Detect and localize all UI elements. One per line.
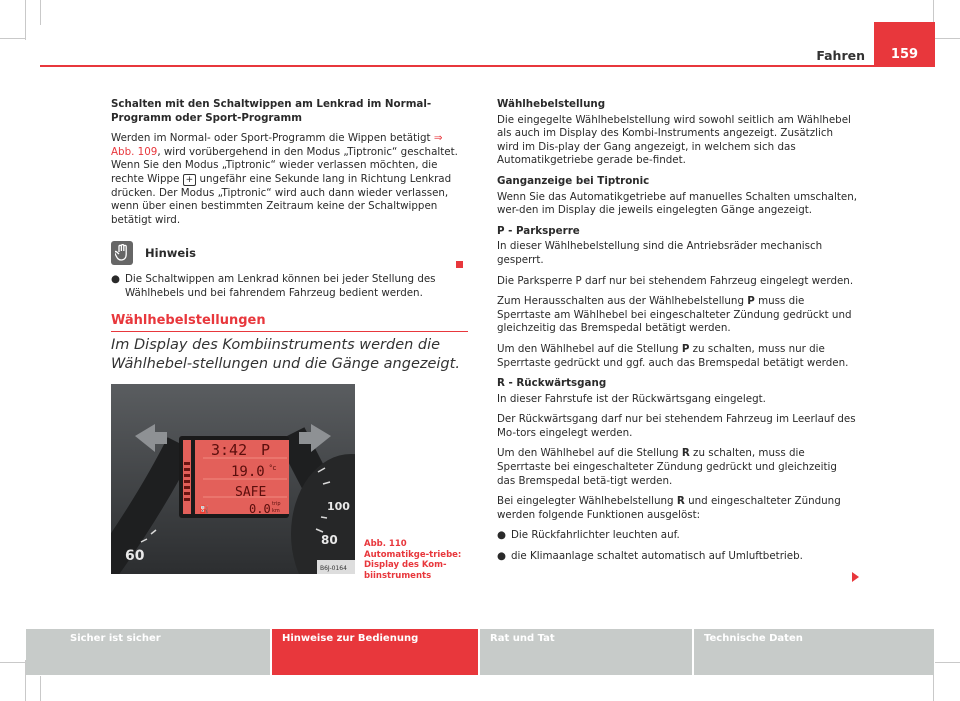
subsection-heading: Schalten mit den Schaltwippen am Lenkrad im Normal-Programm oder Sport-Programm — [111, 98, 432, 124]
plus-key-icon: + — [183, 174, 197, 186]
display-trip: 0.0 — [249, 502, 271, 516]
paragraph: Zum Herausschalten aus der Wählhebelstellung P muss die Sperrtaste am Wählhebel bei eingeschalteter Zündung gedrückt und gleichzeitig das Bremspedal betätigt werden. — [497, 295, 852, 335]
section-title: Wählhebelstellungen — [111, 313, 266, 328]
footer-tab-3[interactable]: Technische Daten — [694, 629, 934, 675]
list-item: ● Die Schaltwippen am Lenkrad können bei jeder Stellung des Wählhebels und bei fahrendem Fahrzeug bedient werden. — [111, 273, 468, 300]
footer-tab-0[interactable]: Sicher ist sicher — [26, 629, 270, 675]
paragraph: Die eingegelte Wählhebelstellung wird sowohl seitlich am Wählhebel als auch im Display des Kombi-Instruments angezeigt. Zusätzlich wird im Dis-play der Gang angezeigt, in welchem sich das Automatikgetriebe gerade be-findet. — [497, 113, 851, 167]
list-item: ● Die Rückfahrlichter leuchten auf. — [497, 529, 680, 542]
crop-mark — [40, 0, 41, 25]
note-text: Die Schaltwippen am Lenkrad können bei jeder Stellung des Wählhebels und bei fahrendem Fahrzeug bedient werden. — [125, 273, 436, 299]
paragraph: In dieser Wählhebelstellung sind die Antriebsräder mechanisch gesperrt. — [497, 240, 823, 266]
paragraph: Um den Wählhebel auf die Stellung P zu schalten, muss nur die Sperrtaste gedrückt und ggf. auch das Bremspedal betätigt werden. — [497, 342, 849, 369]
paragraph: Um den Wählhebel auf die Stellung R zu schalten, muss die Sperrtaste bei eingeschalteter Zündung gedrückt und gleichzeitig das Bremspedal betä-tigt werden. — [497, 447, 837, 487]
header-rule — [40, 65, 935, 67]
display-trip-unit: trip — [272, 501, 281, 507]
subsection-heading: P - Parksperre — [497, 224, 580, 237]
display-temperature-unit: °c — [269, 464, 277, 472]
figure-reference-link[interactable]: ⇒ Abb. 109 — [111, 132, 443, 158]
display-safe: SAFE — [235, 485, 267, 500]
crop-mark — [935, 38, 960, 39]
speedo-label: 80 — [321, 533, 338, 547]
display-temperature: 19.0 — [231, 464, 265, 480]
right-column-text — [497, 98, 857, 571]
figure-caption: Abb. 110 Automatikge-triebe: Display des Kom-biinstruments — [364, 539, 462, 581]
footer-tab-2[interactable]: Rat und Tat — [480, 629, 692, 675]
speedo-label: 100 — [327, 500, 350, 513]
subsection-heading: Wählhebelstellung — [497, 98, 606, 110]
section-rule — [111, 331, 468, 332]
crop-mark — [0, 662, 25, 663]
paragraph: Wenn Sie das Automatikgetriebe auf manuelles Schalten umschalten, wer-den im Display die jeweils eingelegten Gänge angezeigt. — [497, 190, 857, 217]
section-intro: Im Display des Kombiinstruments werden die Wählhebel-stellungen und die Gänge angezeigt. — [111, 337, 460, 372]
continue-arrow-icon — [852, 572, 859, 582]
note-title: Hinweis — [145, 245, 196, 260]
left-column-text — [111, 98, 468, 308]
paragraph: Der Rückwärtsgang darf nur bei stehendem Fahrzeug im Leerlauf des Mo-tors eingelegt werden. — [497, 413, 856, 439]
crop-mark — [0, 38, 25, 39]
subsection-heading: R - Rückwärtsgang — [497, 377, 607, 390]
crop-mark — [25, 0, 26, 40]
crop-mark — [40, 676, 41, 701]
note-header — [111, 241, 468, 265]
end-of-section-icon — [456, 261, 463, 268]
fuel-pump-icon: ⛽ — [199, 505, 209, 514]
instrument-cluster-figure — [111, 384, 355, 574]
paragraph: Werden im Normal- oder Sport-Programm die Wippen betätigt ⇒ Abb. 109, wird vorübergehend in den Modus „Tiptronic“ geschaltet. Wenn Sie den Modus „Tiptronic“ wieder verlassen möchten, die rechte Wippe + ungefähr eine Sekunde lang in Richtung Lenkrad drücken. Der Modus „Tiptronic“ wird auch dann wieder verlassen, wenn über einen bestimmten Zeitraum keine der Schaltwippen betätigt wird. — [111, 132, 458, 226]
list-item: ● die Klimaanlage schaltet automatisch auf Umluftbetrieb. — [497, 550, 803, 563]
footer-tab-1[interactable]: Hinweise zur Bedienung — [272, 629, 478, 675]
subsection-heading: Ganganzeige bei Tiptronic — [497, 174, 650, 187]
display-time: 3:42 — [211, 441, 248, 459]
paragraph: Bei eingelegter Wählhebelstellung R und eingeschalteter Zündung werden folgende Funktionen ausgelöst: — [497, 495, 841, 521]
chapter-title: Fahren — [816, 48, 865, 63]
speedo-label: 60 — [125, 548, 145, 564]
crop-mark — [935, 662, 960, 663]
figure-code: B6J-0164 — [320, 565, 347, 572]
note-hand-icon — [111, 241, 133, 265]
page-number: 159 — [874, 22, 935, 66]
display-km-unit: km — [272, 508, 280, 514]
paragraph: In dieser Fahrstufe ist der Rückwärtsgang eingelegt. — [497, 392, 766, 405]
display-gear: P — [261, 441, 271, 459]
paragraph: Die Parksperre P darf nur bei stehendem Fahrzeug eingelegt werden. — [497, 274, 854, 287]
